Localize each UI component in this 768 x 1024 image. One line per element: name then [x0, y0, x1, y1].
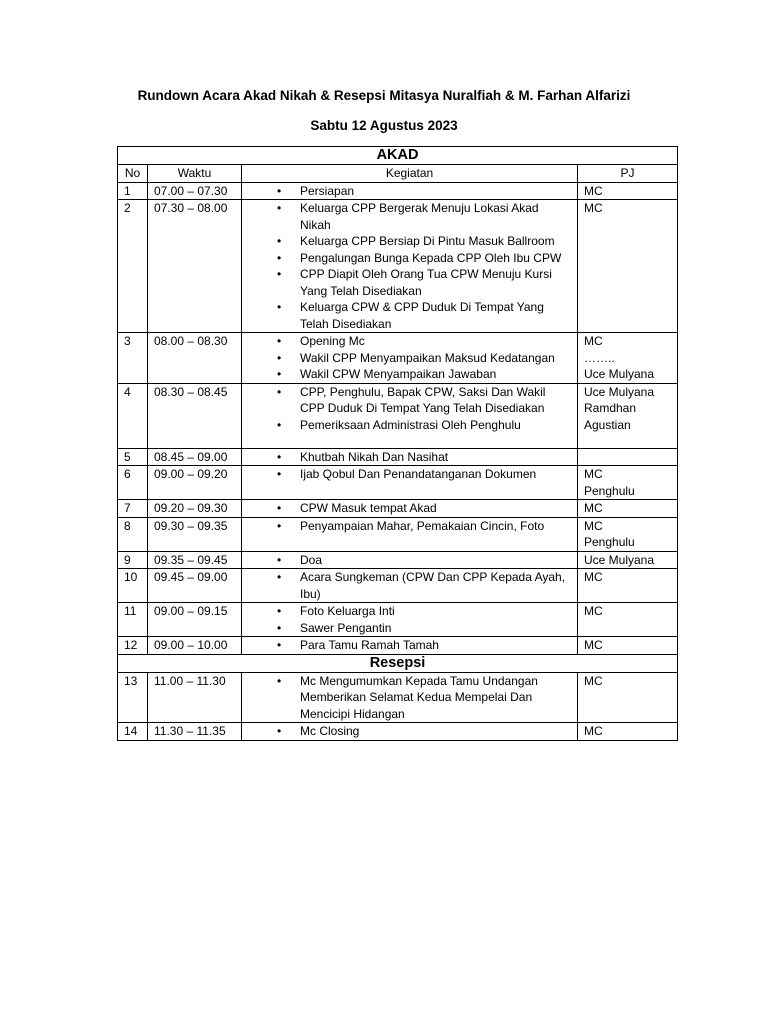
header-no: No: [118, 165, 148, 183]
activity-item: • Khutbah Nikah Dan Nasihat: [300, 449, 571, 466]
row-time: 11.00 – 11.30: [148, 672, 242, 723]
activity-list: [248, 603, 571, 636]
header-activity: Kegiatan: [242, 165, 578, 183]
activity-item: • CPP Diapit Oleh Orang Tua CPW Menuju Kursi Yang Telah Disediakan: [300, 266, 571, 299]
row-activities: [242, 200, 578, 333]
row-pj: [578, 200, 678, 333]
row-time: 09.00 – 09.15: [148, 603, 242, 637]
rundown-table: [117, 146, 678, 741]
activity-item: • Keluarga CPP Bersiap Di Pintu Masuk Ballroom: [300, 233, 571, 250]
row-activities: [242, 637, 578, 655]
activity-item: • Persiapan: [300, 183, 571, 200]
row-pj: [578, 383, 678, 448]
table-row: [118, 500, 678, 518]
pj-name: Uce Mulyana: [584, 384, 655, 399]
row-time: 11.30 – 11.35: [148, 723, 242, 741]
row-number: 8: [118, 517, 148, 551]
pj-name: MC: [584, 673, 603, 688]
activity-item: • Keluarga CPW & CPP Duduk Di Tempat Yang Telah Disediakan: [300, 299, 571, 332]
document-title: Rundown Acara Akad Nikah & Resepsi Mitasya Nuralfiah & M. Farhan Alfarizi: [137, 88, 631, 103]
activity-item: • Penyampaian Mahar, Pemakaian Cincin, Foto: [300, 518, 571, 535]
row-number: 10: [118, 569, 148, 603]
row-activities: [242, 448, 578, 466]
activity-item: • Acara Sungkeman (CPW Dan CPP Kepada Ayah, Ibu): [300, 569, 571, 602]
activity-item: • Pengalungan Bunga Kepada CPP Oleh Ibu CPW: [300, 250, 571, 267]
section-row-resepsi: [118, 654, 678, 672]
row-activities: [242, 500, 578, 518]
row-pj: [578, 333, 678, 384]
activity-item: • Para Tamu Ramah Tamah: [300, 637, 571, 654]
pj-name: MC: [584, 201, 603, 215]
row-time: 09.30 – 09.35: [148, 517, 242, 551]
row-pj: [578, 448, 678, 466]
activity-list: [248, 569, 571, 602]
row-number: 13: [118, 672, 148, 723]
pj-name: Penghulu: [584, 483, 635, 498]
activity-list: [248, 723, 571, 740]
row-pj: [578, 723, 678, 741]
section-title-akad: AKAD: [118, 147, 678, 165]
row-time: 09.00 – 10.00: [148, 637, 242, 655]
activity-list: [248, 518, 571, 535]
row-number: 2: [118, 200, 148, 333]
table-row: [118, 637, 678, 655]
rundown-table-body: [118, 147, 678, 741]
row-activities: [242, 383, 578, 448]
row-time: 07.30 – 08.00: [148, 200, 242, 333]
row-activities: [242, 723, 578, 741]
pj-name: Ramdhan Agustian: [584, 401, 637, 432]
activity-item: • Wakil CPW Menyampaikan Jawaban: [300, 366, 571, 383]
activity-list: [248, 552, 571, 569]
activity-list: [248, 183, 571, 200]
activity-item: • Pemeriksaan Administrasi Oleh Penghulu: [300, 417, 571, 434]
row-number: 11: [118, 603, 148, 637]
table-row: [118, 448, 678, 466]
table-row: [118, 672, 678, 723]
row-time: 09.00 – 09.20: [148, 466, 242, 500]
row-time: 09.20 – 09.30: [148, 500, 242, 518]
row-time: 08.30 – 08.45: [148, 383, 242, 448]
pj-name: MC: [584, 334, 603, 348]
row-time: 09.35 – 09.45: [148, 551, 242, 569]
activity-item: • Wakil CPP Menyampaikan Maksud Kedatangan: [300, 350, 571, 367]
section-row-akad: [118, 147, 678, 165]
row-pj: [578, 569, 678, 603]
activity-item: • Mc Closing: [300, 723, 571, 740]
activity-item: • Doa: [300, 552, 571, 569]
row-activities: [242, 569, 578, 603]
table-row: [118, 383, 678, 448]
pj-name: MC: [584, 467, 603, 481]
row-activities: [242, 333, 578, 384]
activity-list: [248, 200, 571, 332]
row-activities: [242, 672, 578, 723]
row-time: 08.00 – 08.30: [148, 333, 242, 384]
activity-list: [248, 673, 571, 723]
table-row: [118, 723, 678, 741]
table-row: [118, 333, 678, 384]
row-number: 14: [118, 723, 148, 741]
row-activities: [242, 517, 578, 551]
activity-list: [248, 333, 571, 383]
activity-item: • Keluarga CPP Bergerak Menuju Lokasi Akad Nikah: [300, 200, 571, 233]
row-number: 7: [118, 500, 148, 518]
table-row: [118, 551, 678, 569]
row-pj: [578, 672, 678, 723]
document-date: Sabtu 12 Agustus 2023: [310, 118, 458, 133]
activity-item: • Foto Keluarga Inti: [300, 603, 571, 620]
pj-name: Uce Mulyana: [584, 367, 655, 381]
activity-list: [248, 384, 571, 434]
row-pj: [578, 603, 678, 637]
row-number: 3: [118, 333, 148, 384]
row-number: 4: [118, 383, 148, 448]
row-number: 5: [118, 448, 148, 466]
pj-name: MC: [584, 638, 603, 652]
row-pj: [578, 517, 678, 551]
activity-list: [248, 466, 571, 483]
activity-item: • Sawer Pengantin: [300, 620, 571, 637]
pj-name: MC: [584, 183, 603, 198]
row-time: 08.45 – 09.00: [148, 448, 242, 466]
row-pj: [578, 182, 678, 200]
row-number: 9: [118, 551, 148, 569]
table-row: [118, 517, 678, 551]
row-time: 07.00 – 07.30: [148, 182, 242, 200]
row-activities: [242, 182, 578, 200]
pj-name: ……..: [584, 350, 615, 365]
pj-name: Penghulu: [584, 535, 635, 549]
activity-item: • CPW Masuk tempat Akad: [300, 500, 571, 517]
activity-item: • Ijab Qobul Dan Penandatanganan Dokumen: [300, 466, 571, 483]
table-row: [118, 466, 678, 500]
activity-list: [248, 637, 571, 654]
header-pj: PJ: [578, 165, 678, 183]
activity-list: [248, 500, 571, 517]
table-row: [118, 182, 678, 200]
pj-name: MC: [584, 604, 603, 618]
pj-name: Uce Mulyana: [584, 552, 655, 567]
row-activities: [242, 466, 578, 500]
activity-item: • Mc Mengumumkan Kepada Tamu Undangan Memberikan Selamat Kedua Mempelai Dan Mencicipi Hidangan: [300, 673, 571, 723]
pj-name: MC: [584, 518, 603, 533]
table-row: [118, 569, 678, 603]
row-pj: [578, 637, 678, 655]
row-pj: [578, 466, 678, 500]
pj-name: MC: [584, 724, 603, 738]
header-time: Waktu: [148, 165, 242, 183]
row-number: 1: [118, 182, 148, 200]
header-row: [118, 165, 678, 183]
row-number: 6: [118, 466, 148, 500]
row-pj: [578, 551, 678, 569]
activity-item: • Opening Mc: [300, 333, 571, 350]
pj-name: MC: [584, 501, 603, 515]
activity-list: [248, 449, 571, 466]
row-time: 09.45 – 09.00: [148, 569, 242, 603]
row-activities: [242, 603, 578, 637]
activity-item: • CPP, Penghulu, Bapak CPW, Saksi Dan Wakil CPP Duduk Di Tempat Yang Telah Disediakan: [300, 384, 571, 417]
row-pj: [578, 500, 678, 518]
row-activities: [242, 551, 578, 569]
pj-name: MC: [584, 570, 603, 584]
row-number: 12: [118, 637, 148, 655]
table-row: [118, 603, 678, 637]
table-row: [118, 200, 678, 333]
section-title-resepsi: Resepsi: [118, 654, 678, 672]
